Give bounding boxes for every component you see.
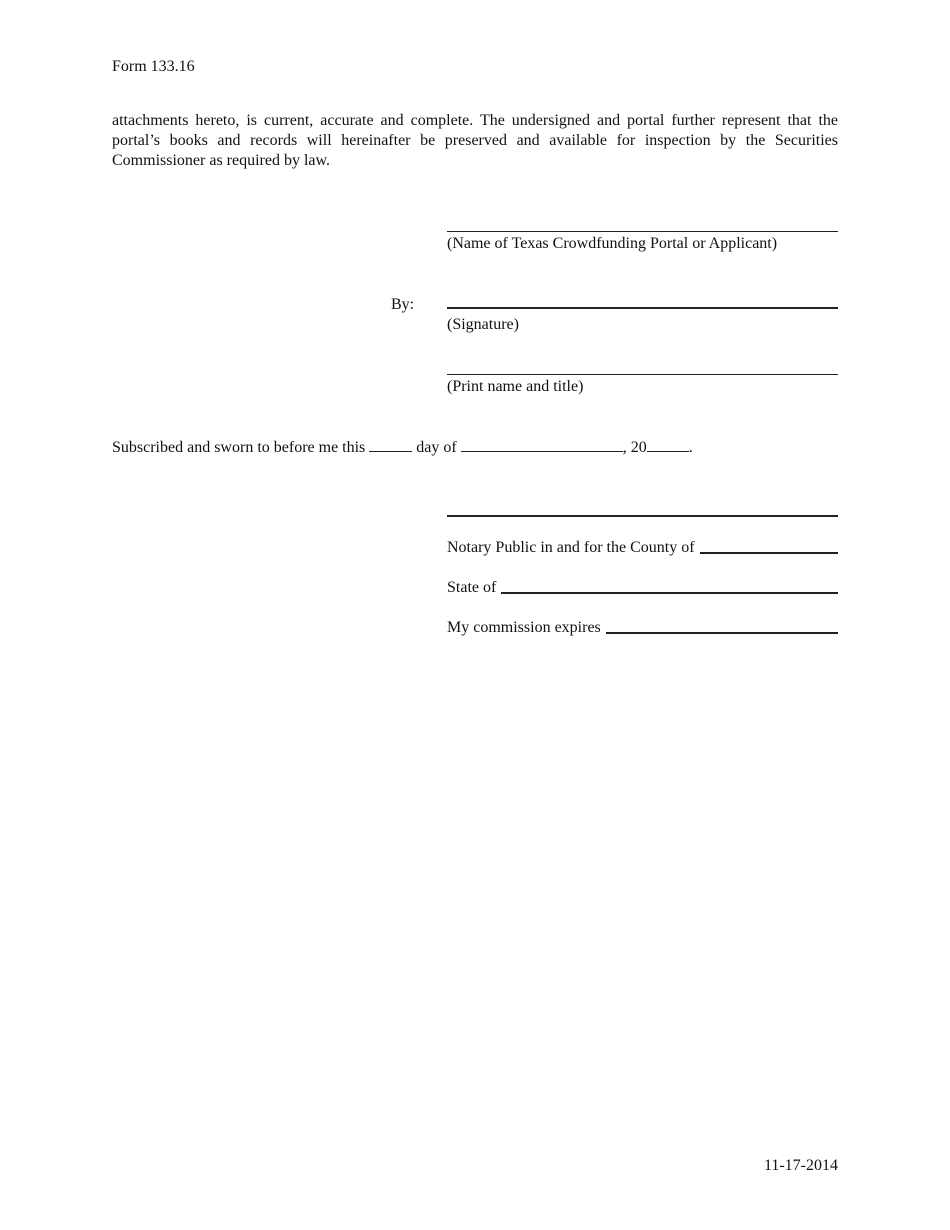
signature-caption: (Signature) xyxy=(447,316,519,333)
notary-state-row xyxy=(447,578,838,598)
jurat-month-blank[interactable] xyxy=(461,437,623,452)
jurat-year-blank[interactable] xyxy=(647,437,689,452)
jurat-day-blank[interactable] xyxy=(369,437,412,452)
jurat-text-2: day of xyxy=(416,439,457,456)
jurat-text-3: , 20 xyxy=(622,439,647,456)
jurat-text-4: . xyxy=(688,439,693,456)
notary-state-label: State of xyxy=(447,579,497,596)
form-number: Form 133.16 xyxy=(112,58,195,75)
notary-county-label: Notary Public in and for the County of xyxy=(447,539,695,556)
portal-name-line[interactable] xyxy=(447,231,838,232)
signature-line[interactable] xyxy=(447,307,838,309)
jurat-text-1: Subscribed and sworn to before me this xyxy=(112,439,366,456)
notary-signature-line[interactable] xyxy=(447,515,838,517)
footer-date: 11-17-2014 xyxy=(763,1157,838,1174)
notary-county-row xyxy=(447,538,838,558)
notary-state-blank[interactable] xyxy=(501,592,838,594)
jurat-statement xyxy=(112,437,693,458)
notary-commission-blank[interactable] xyxy=(606,632,838,634)
notary-county-blank[interactable] xyxy=(700,552,838,554)
attestation-paragraph: attachments hereto, is current, accurate and complete. The undersigned and portal further represent that the portal’s books and records will hereinafter be preserved and available for inspection by the Securities Commissioner as required by law. xyxy=(112,112,838,169)
by-label: By: xyxy=(391,296,415,313)
notary-commission-label: My commission expires xyxy=(447,619,601,636)
print-name-caption: (Print name and title) xyxy=(447,378,584,395)
portal-name-caption: (Name of Texas Crowdfunding Portal or Applicant) xyxy=(447,235,778,252)
print-name-line[interactable] xyxy=(447,374,838,375)
notary-commission-row xyxy=(447,618,838,638)
